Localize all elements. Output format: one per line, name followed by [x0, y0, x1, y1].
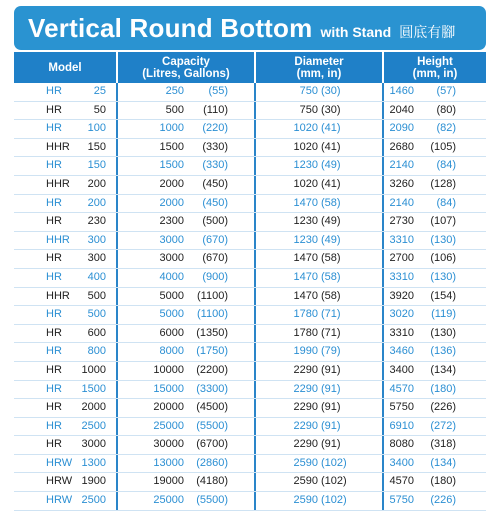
table-row	[14, 195, 486, 214]
cell-capacity: 2300 (500)	[118, 213, 256, 231]
cell-diameter: 1470 (58)	[256, 288, 384, 306]
cell-model: HR 2000	[14, 399, 118, 417]
cell-diameter: 750 (30)	[256, 102, 384, 120]
cell-model: HR 50	[14, 102, 118, 120]
cell-height: 4570 (180)	[389, 475, 456, 488]
cell-diameter: 2290 (91)	[256, 362, 384, 380]
cell-model: HR 3000	[14, 436, 118, 454]
cell-capacity: 2000 (450)	[118, 176, 256, 194]
table-row	[14, 250, 486, 269]
cell-diameter: 1020 (41)	[256, 139, 384, 157]
cell-model: HRW 2500	[14, 492, 118, 510]
cell-height: 5750 (226)	[389, 494, 456, 507]
cell-diameter: 750 (30)	[256, 83, 384, 101]
cell-capacity: 3000 (670)	[118, 250, 256, 268]
cell-diameter: 2290 (91)	[256, 418, 384, 436]
spec-table	[14, 52, 486, 511]
cell-capacity: 4000 (900)	[118, 269, 256, 287]
cell-model: HR 300	[14, 250, 118, 268]
cell-model: HRW 1300	[14, 455, 118, 473]
cell-model: HR 800	[14, 343, 118, 361]
table-row	[14, 83, 486, 102]
cell-height: 3460 (136)	[389, 345, 456, 358]
cell-diameter: 1020 (41)	[256, 120, 384, 138]
table-row	[14, 288, 486, 307]
cell-model: HR 500	[14, 306, 118, 324]
cell-diameter: 1990 (79)	[256, 343, 384, 361]
cell-model: HR 230	[14, 213, 118, 231]
cell-model: HR 1000	[14, 362, 118, 380]
cell-diameter: 1230 (49)	[256, 157, 384, 175]
table-row	[14, 343, 486, 362]
cell-capacity: 1000 (220)	[118, 120, 256, 138]
cell-diameter: 1470 (58)	[256, 250, 384, 268]
title-banner	[14, 6, 486, 50]
cell-capacity: 5000 (1100)	[118, 288, 256, 306]
cell-height: 5750 (226)	[389, 401, 456, 414]
cell-height: 3310 (130)	[389, 270, 456, 283]
cell-height: 4570 (180)	[389, 382, 456, 395]
cell-model: HR 200	[14, 195, 118, 213]
table-header	[14, 52, 486, 83]
cell-diameter: 1020 (41)	[256, 176, 384, 194]
chinese-title: 圓底有腳	[399, 24, 456, 40]
cell-height: 3260 (128)	[389, 177, 456, 190]
table-row	[14, 139, 486, 158]
table-row	[14, 399, 486, 418]
cell-capacity: 15000 (3300)	[118, 381, 256, 399]
cell-model: HR 400	[14, 269, 118, 287]
cell-capacity: 25000 (5500)	[118, 492, 256, 510]
cell-height: 2140 (84)	[389, 196, 456, 209]
cell-capacity: 25000 (5500)	[118, 418, 256, 436]
cell-capacity: 1500 (330)	[118, 157, 256, 175]
cell-capacity: 8000 (1750)	[118, 343, 256, 361]
table-row	[14, 473, 486, 492]
table-row	[14, 157, 486, 176]
table-row	[14, 102, 486, 121]
cell-model: HHR 300	[14, 232, 118, 250]
cell-capacity: 10000 (2200)	[118, 362, 256, 380]
table-row	[14, 120, 486, 139]
table-row	[14, 269, 486, 288]
cell-model: HR 1500	[14, 381, 118, 399]
table-row	[14, 176, 486, 195]
cell-model: HR 150	[14, 157, 118, 175]
cell-height: 8080 (318)	[389, 438, 456, 451]
cell-diameter: 2590 (102)	[256, 473, 384, 491]
header-height: Height (mm, in)	[384, 52, 486, 83]
cell-diameter: 1470 (58)	[256, 195, 384, 213]
cell-capacity: 19000 (4180)	[118, 473, 256, 491]
cell-diameter: 2290 (91)	[256, 381, 384, 399]
cell-height: 2040 (80)	[389, 103, 456, 116]
cell-height: 2090 (82)	[389, 122, 456, 135]
cell-height: 3400 (134)	[389, 363, 456, 376]
table-row	[14, 232, 486, 251]
cell-capacity: 3000 (670)	[118, 232, 256, 250]
cell-diameter: 1230 (49)	[256, 213, 384, 231]
cell-height: 2700 (106)	[389, 252, 456, 265]
cell-diameter: 2290 (91)	[256, 399, 384, 417]
cell-height: 6910 (272)	[389, 419, 456, 432]
cell-diameter: 2290 (91)	[256, 436, 384, 454]
cell-model: HR 2500	[14, 418, 118, 436]
cell-model: HHR 200	[14, 176, 118, 194]
cell-diameter: 2590 (102)	[256, 455, 384, 473]
cell-height: 1460 (57)	[389, 85, 456, 97]
header-model: Model	[14, 52, 118, 83]
cell-height: 3310 (130)	[389, 233, 456, 246]
cell-diameter: 1470 (58)	[256, 269, 384, 287]
cell-model: HHR 500	[14, 288, 118, 306]
header-capacity: Capacity (Litres, Gallons)	[118, 52, 256, 83]
table-row	[14, 381, 486, 400]
table-row	[14, 455, 486, 474]
cell-capacity: 13000 (2860)	[118, 455, 256, 473]
cell-height: 3920 (154)	[389, 289, 456, 302]
cell-model: HR 100	[14, 120, 118, 138]
cell-capacity: 5000 (1100)	[118, 306, 256, 324]
cell-height: 2140 (84)	[389, 159, 456, 172]
cell-height: 3020 (119)	[389, 308, 456, 321]
page-title: Vertical Round Bottom	[28, 13, 313, 43]
cell-model: HHR 150	[14, 139, 118, 157]
cell-capacity: 2000 (450)	[118, 195, 256, 213]
cell-model: HR 600	[14, 325, 118, 343]
cell-height: 2680 (105)	[389, 140, 456, 153]
cell-capacity: 20000 (4500)	[118, 399, 256, 417]
table-row	[14, 325, 486, 344]
table-row	[14, 213, 486, 232]
cell-model: HR 25	[14, 83, 118, 101]
cell-diameter: 2590 (102)	[256, 492, 384, 510]
cell-diameter: 1780 (71)	[256, 325, 384, 343]
table-row	[14, 492, 486, 511]
table-row	[14, 362, 486, 381]
page-subtitle: with Stand	[320, 24, 392, 40]
table-row	[14, 436, 486, 455]
cell-diameter: 1230 (49)	[256, 232, 384, 250]
cell-height: 3310 (130)	[389, 326, 456, 339]
cell-height: 2730 (107)	[389, 215, 456, 228]
header-diameter: Diameter (mm, in)	[256, 52, 384, 83]
table-row	[14, 306, 486, 325]
cell-diameter: 1780 (71)	[256, 306, 384, 324]
cell-capacity: 1500 (330)	[118, 139, 256, 157]
table-body	[14, 83, 486, 511]
cell-capacity: 30000 (6700)	[118, 436, 256, 454]
table-row	[14, 418, 486, 437]
cell-height: 3400 (134)	[389, 456, 456, 469]
cell-model: HRW 1900	[14, 473, 118, 491]
cell-capacity: 250 (55)	[118, 83, 256, 101]
cell-capacity: 500 (110)	[118, 102, 256, 120]
cell-capacity: 6000 (1350)	[118, 325, 256, 343]
